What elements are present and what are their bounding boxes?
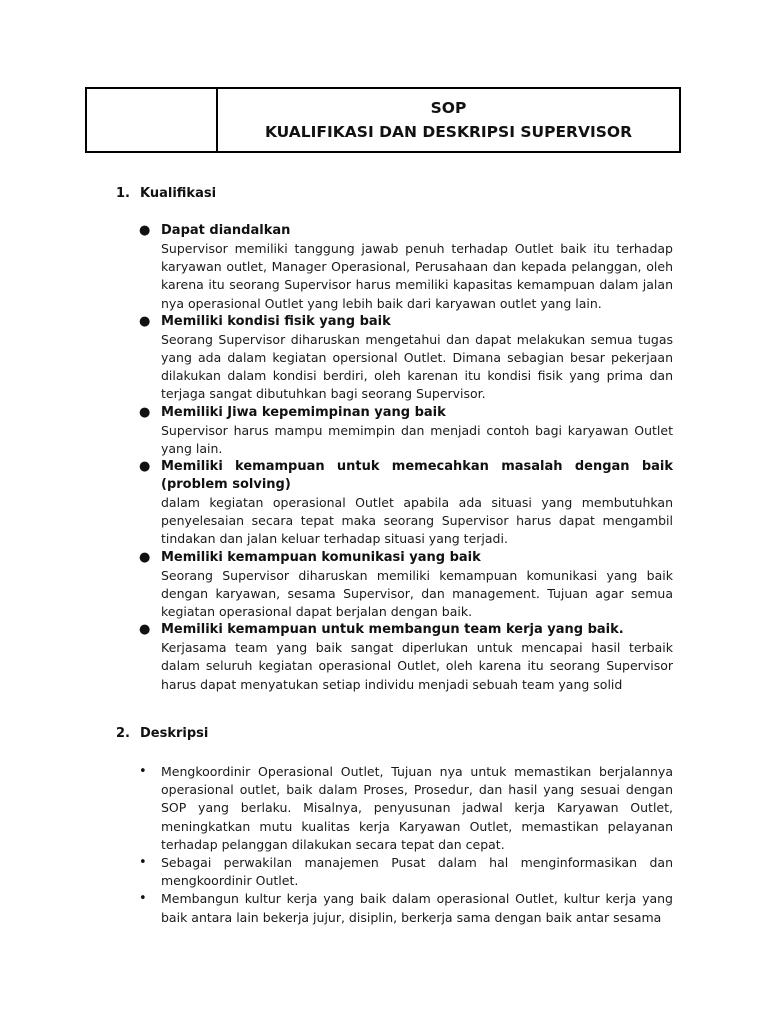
item-title: Memiliki kemampuan komunikasi yang baik [161, 549, 481, 565]
bullet-icon: • [139, 855, 147, 871]
bullet-icon: • [139, 764, 147, 779]
list-item [139, 222, 673, 313]
item-title: Memiliki kemampuan untuk membangun team kerja yang baik. [161, 622, 624, 638]
deskripsi-list [139, 763, 673, 927]
item-body: Sebagai perwakilan manajemen Pusat dalam hal menginformasikan dan mengkoordinir Outlet. [161, 855, 673, 889]
section-title: Kualifikasi [140, 186, 217, 201]
item-body: Seorang Supervisor diharuskan mengetahui dan dapat melakukan semua tugas yang ada dalam kegiatan opersional Outlet. Dimana sebagian besar pekerjaan dilakukan dalam kondisi berdiri, oleh karenan itu kondisi fisik yang prima dan terjaga sangat dibutuhkan bagi seorang Supervisor. [161, 331, 673, 402]
item-body: Kerjasama team yang baik sangat diperlukan untuk mencapai hasil terbaik dalam seluruh kegiatan operasional Outlet, oleh karena itu seorang Supervisor harus dapat menyatukan setiap individu menjadi sebuah team yang solid [161, 640, 673, 692]
section-heading-deskripsi [116, 726, 208, 742]
item-body: Supervisor memiliki tanggung jawab penuh terhadap Outlet baik itu terhadap karyawan outlet, Manager Operasional, Perusahaan dan kepada pelanggan, oleh karena itu seorang Supervisor harus memiliki kapasitas kemampuan dalam jalan nya operasional Outlet yang lebih baik dari karyawan outlet yang lain. [161, 241, 673, 311]
item-title: Dapat diandalkan [161, 223, 291, 238]
item-title: Memiliki Jiwa kepemimpinan yang baik [161, 404, 446, 420]
list-item [139, 890, 673, 926]
bullet-icon: • [139, 891, 147, 907]
section-title: Deskripsi [140, 726, 209, 741]
list-item [139, 621, 673, 694]
bullet-icon: ● [139, 549, 151, 565]
bullet-icon: ● [139, 622, 151, 638]
item-body: Seorang Supervisor diharuskan memiliki kemampuan komunikasi yang baik dengan karyawan, sesama Supervisor, dan management. Tujuan agar semua kegiatan operasional dapat berjalan dengan baik. [161, 567, 673, 620]
header-sop-label: SOP [430, 99, 467, 117]
item-title: Memiliki kondisi fisik yang baik [161, 313, 391, 329]
item-body: Mengkoordinir Operasional Outlet, Tujuan nya untuk memastikan berjalannya operasional outlet, baik dalam Proses, Prosedur, dan hasil yang sesuai dengan SOP yang berlaku. Misalnya, penyusunan jadwal kerja Karyawan Outlet, meningkatkan mutu kualitas kerja Karyawan Outlet, memastikan pelayanan terhadap pelanggan dilakukan secara tepat dan cepat. [161, 764, 673, 852]
item-body: Supervisor harus mampu memimpin dan menjadi contoh bagi karyawan Outlet yang lain. [161, 422, 673, 456]
header-title-cell [218, 89, 679, 151]
list-item [139, 549, 673, 622]
bullet-icon: ● [139, 223, 151, 238]
item-body: dalam kegiatan operasional Outlet apabila ada situasi yang membutuhkan penyelesaian secara tepat maka seorang Supervisor harus dapat mengambil tindakan dan jalan keluar terhadap situasi yang terjadi. [161, 495, 673, 547]
header-title: KUALIFIKASI DAN DESKRIPSI SUPERVISOR [264, 123, 633, 141]
section-number: 1. [116, 186, 130, 201]
section-number: 2. [116, 726, 130, 741]
kualifikasi-list [139, 222, 673, 694]
item-title: Memiliki kemampuan untuk memecahkan masalah dengan baik (problem solving) [161, 459, 673, 493]
list-item [139, 763, 673, 854]
item-body: Membangun kultur kerja yang baik dalam operasional Outlet, kultur kerja yang baik antara lain bekerja jujur, disiplin, berkerja sama dengan baik antar sesama [161, 891, 673, 925]
list-item [139, 458, 673, 549]
header-empty-cell [87, 89, 218, 151]
bullet-icon: ● [139, 313, 151, 329]
section-heading-kualifikasi [116, 186, 216, 202]
bullet-icon: ● [139, 459, 151, 475]
bullet-icon: ● [139, 404, 151, 420]
header-table [85, 87, 681, 153]
list-item [139, 404, 673, 458]
list-item [139, 854, 673, 890]
list-item [139, 313, 673, 404]
